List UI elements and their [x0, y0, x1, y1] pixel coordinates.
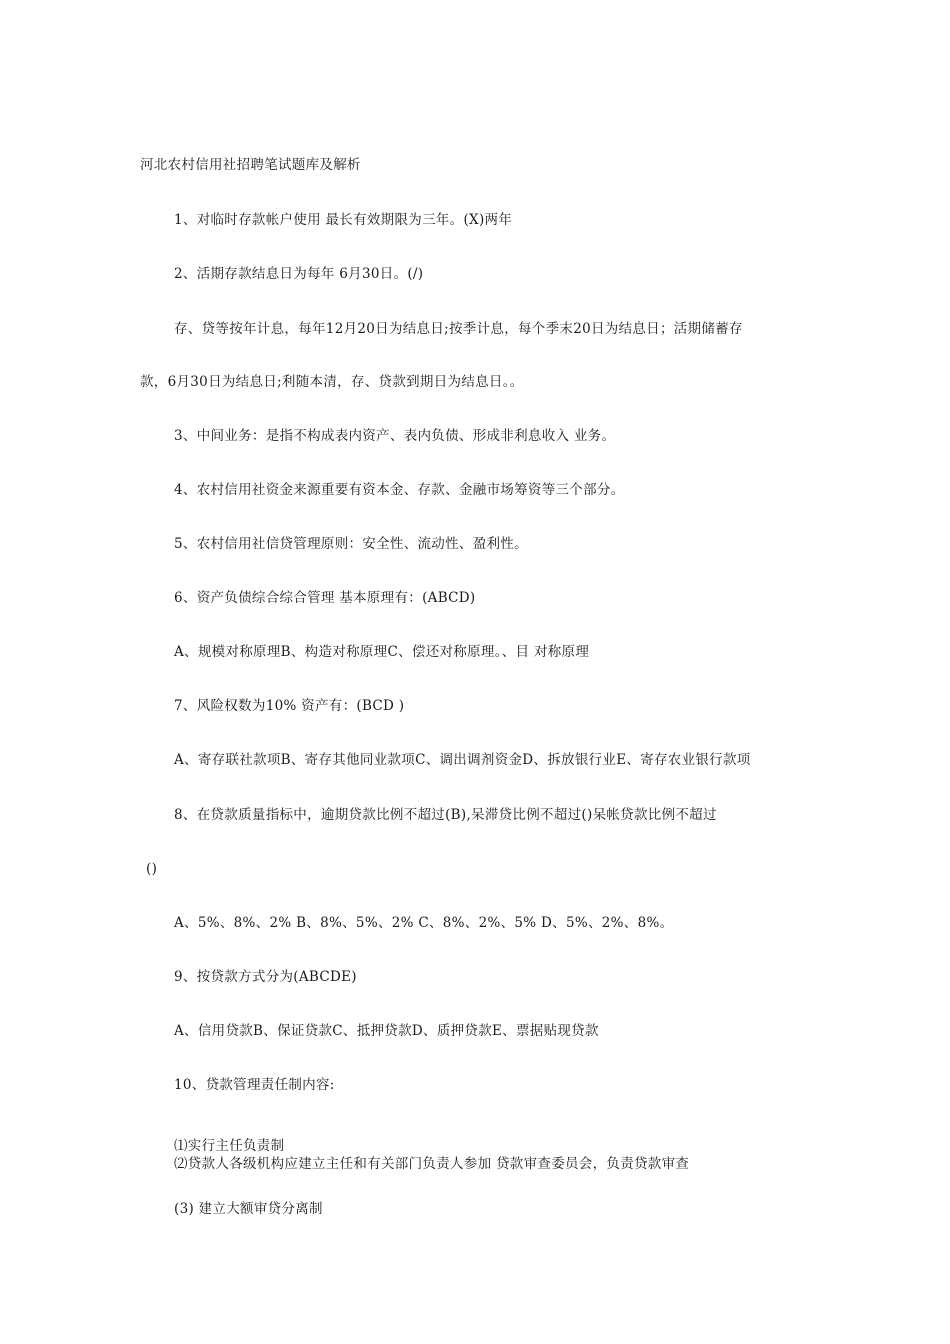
text-line: A、5%、8%、2% B、8%、5%、2% C、8%、2%、5% D、5%、2%、8%。 — [174, 915, 674, 931]
text-line: 存、贷等按年计息，每年12月20日为结息日;按季计息，每个季末20日为结息日；活期储蓄存 — [174, 321, 743, 337]
text-line: A、信用贷款B、保证贷款C、抵押贷款D、质押贷款E、票据贴现贷款 — [174, 1023, 599, 1039]
text-line: ⑵贷款人各级机构应建立主任和有关部门负责人参加 贷款审查委员会，负责贷款审查 — [174, 1156, 690, 1172]
text-line: 10、贷款管理责任制内容: — [174, 1077, 335, 1093]
text-line: 8、在贷款质量指标中，逾期贷款比例不超过(B),呆滞贷比例不超过()呆帐贷款比例不超过 — [174, 807, 717, 823]
text-line: 5、农村信用社信贷管理原则：安全性、流动性、盈利性。 — [174, 536, 528, 552]
text-line: 3、中间业务：是指不构成表内资产、表内负债、形成非利息收入 业务。 — [174, 428, 616, 444]
text-line: (3) 建立大额审贷分离制 — [174, 1201, 323, 1217]
document-title: 河北农村信用社招聘笔试题库及解析 — [140, 157, 361, 173]
text-line: ⑴实行主任负责制 — [174, 1138, 285, 1154]
text-line: 款，6月30日为结息日;利随本清，存、贷款到期日为结息日。。 — [140, 374, 524, 390]
text-line: 6、资产负债综合综合管理 基本原理有：(ABCD) — [174, 590, 476, 606]
text-line: 4、农村信用社资金来源重要有资本金、存款、金融市场筹资等三个部分。 — [174, 482, 625, 498]
text-line: 9、按贷款方式分为(ABCDE) — [174, 969, 357, 985]
text-line: () — [146, 861, 158, 877]
text-line: 2、活期存款结息日为每年 6月30日。(/) — [174, 266, 424, 282]
text-line: A、规模对称原理B、构造对称原理C、偿还对称原理。、目 对称原理 — [174, 644, 590, 660]
text-line: A、寄存联社款项B、寄存其他同业款项C、调出调剂资金D、拆放银行业E、寄存农业银行款项 — [174, 752, 751, 768]
text-line: 1、对临时存款帐户使用 最长有效期限为三年。(X)两年 — [174, 212, 513, 228]
text-line: 7、风险权数为10% 资产有：(BCD ) — [174, 698, 405, 714]
